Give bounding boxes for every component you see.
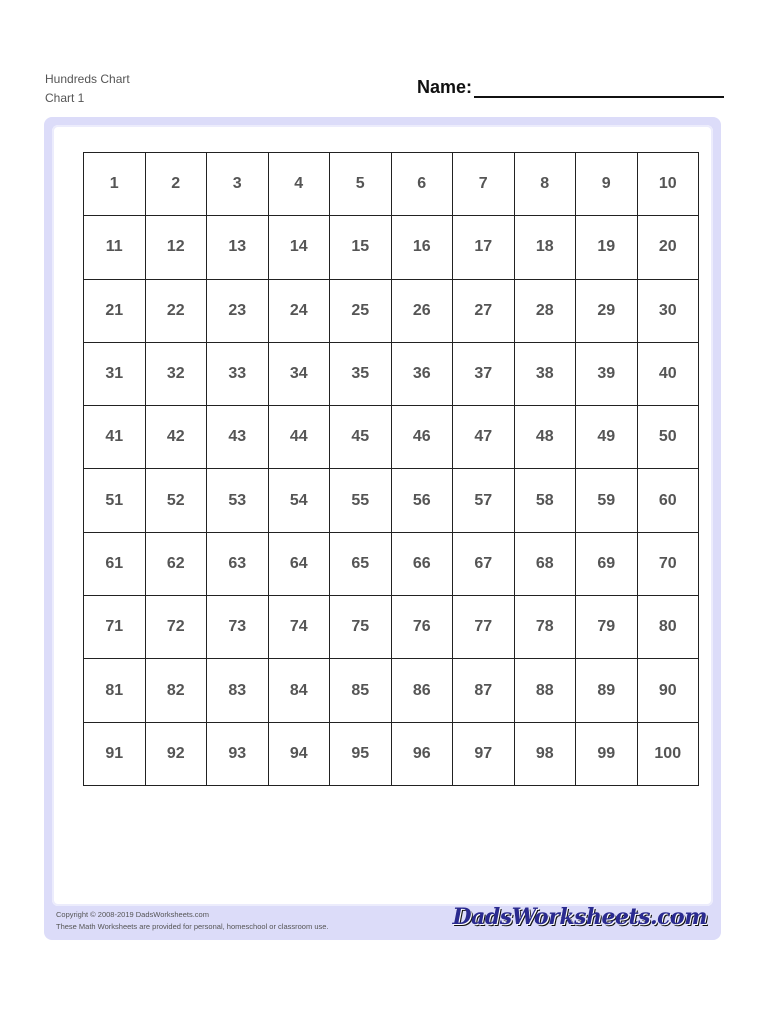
grid-cell: 63 — [207, 532, 269, 595]
grid-row — [84, 406, 699, 469]
worksheet-content-area — [52, 125, 713, 906]
grid-cell: 32 — [145, 342, 207, 405]
grid-cell: 2 — [145, 153, 207, 216]
grid-cell: 26 — [391, 279, 453, 342]
grid-cell: 55 — [330, 469, 392, 532]
grid-cell: 4 — [268, 153, 330, 216]
grid-cell: 83 — [207, 659, 269, 722]
grid-cell: 12 — [145, 216, 207, 279]
grid-row — [84, 596, 699, 659]
grid-cell: 76 — [391, 596, 453, 659]
grid-cell: 98 — [514, 722, 576, 785]
grid-cell: 11 — [84, 216, 146, 279]
grid-cell: 43 — [207, 406, 269, 469]
name-field — [417, 76, 724, 98]
grid-cell: 38 — [514, 342, 576, 405]
grid-cell: 59 — [576, 469, 638, 532]
grid-cell: 37 — [453, 342, 515, 405]
grid-cell: 15 — [330, 216, 392, 279]
grid-row — [84, 279, 699, 342]
grid-cell: 78 — [514, 596, 576, 659]
grid-cell: 53 — [207, 469, 269, 532]
grid-row — [84, 342, 699, 405]
grid-cell: 96 — [391, 722, 453, 785]
grid-cell: 87 — [453, 659, 515, 722]
grid-cell: 50 — [637, 406, 699, 469]
grid-cell: 1 — [84, 153, 146, 216]
grid-cell: 61 — [84, 532, 146, 595]
grid-cell: 45 — [330, 406, 392, 469]
grid-row — [84, 659, 699, 722]
grid-cell: 73 — [207, 596, 269, 659]
grid-cell: 25 — [330, 279, 392, 342]
grid-cell: 99 — [576, 722, 638, 785]
grid-cell: 80 — [637, 596, 699, 659]
grid-cell: 66 — [391, 532, 453, 595]
grid-cell: 39 — [576, 342, 638, 405]
grid-cell: 22 — [145, 279, 207, 342]
grid-cell: 31 — [84, 342, 146, 405]
grid-cell: 100 — [637, 722, 699, 785]
grid-row — [84, 469, 699, 532]
grid-cell: 41 — [84, 406, 146, 469]
name-blank-line — [474, 76, 724, 98]
grid-cell: 20 — [637, 216, 699, 279]
worksheet-title: Hundreds Chart — [45, 72, 130, 86]
grid-cell: 46 — [391, 406, 453, 469]
grid-cell: 58 — [514, 469, 576, 532]
grid-cell: 90 — [637, 659, 699, 722]
grid-cell: 18 — [514, 216, 576, 279]
grid-cell: 8 — [514, 153, 576, 216]
grid-cell: 30 — [637, 279, 699, 342]
dadsworksheets-logo: DadsWorksheets.com — [452, 904, 707, 930]
grid-cell: 54 — [268, 469, 330, 532]
grid-cell: 68 — [514, 532, 576, 595]
grid-cell: 16 — [391, 216, 453, 279]
grid-cell: 5 — [330, 153, 392, 216]
footer-text — [56, 909, 329, 933]
grid-cell: 14 — [268, 216, 330, 279]
grid-cell: 42 — [145, 406, 207, 469]
grid-cell: 3 — [207, 153, 269, 216]
grid-cell: 23 — [207, 279, 269, 342]
grid-cell: 33 — [207, 342, 269, 405]
grid-cell: 19 — [576, 216, 638, 279]
grid-cell: 88 — [514, 659, 576, 722]
worksheet-header — [45, 70, 130, 108]
grid-cell: 56 — [391, 469, 453, 532]
grid-cell: 94 — [268, 722, 330, 785]
grid-cell: 24 — [268, 279, 330, 342]
grid-cell: 91 — [84, 722, 146, 785]
copyright-text: Copyright © 2008-2019 DadsWorksheets.com — [56, 910, 209, 919]
grid-cell: 92 — [145, 722, 207, 785]
grid-cell: 35 — [330, 342, 392, 405]
grid-cell: 57 — [453, 469, 515, 532]
grid-cell: 85 — [330, 659, 392, 722]
grid-cell: 29 — [576, 279, 638, 342]
grid-cell: 27 — [453, 279, 515, 342]
grid-cell: 64 — [268, 532, 330, 595]
grid-cell: 82 — [145, 659, 207, 722]
grid-cell: 62 — [145, 532, 207, 595]
grid-cell: 44 — [268, 406, 330, 469]
grid-cell: 17 — [453, 216, 515, 279]
grid-cell: 93 — [207, 722, 269, 785]
grid-cell: 40 — [637, 342, 699, 405]
grid-cell: 6 — [391, 153, 453, 216]
grid-cell: 84 — [268, 659, 330, 722]
grid-cell: 97 — [453, 722, 515, 785]
grid-cell: 67 — [453, 532, 515, 595]
grid-cell: 89 — [576, 659, 638, 722]
usage-note: These Math Worksheets are provided for personal, homeschool or classroom use. — [56, 922, 329, 931]
grid-cell: 77 — [453, 596, 515, 659]
grid-cell: 28 — [514, 279, 576, 342]
grid-cell: 79 — [576, 596, 638, 659]
grid-cell: 65 — [330, 532, 392, 595]
grid-cell: 36 — [391, 342, 453, 405]
grid-cell: 60 — [637, 469, 699, 532]
grid-cell: 95 — [330, 722, 392, 785]
grid-cell: 48 — [514, 406, 576, 469]
grid-row — [84, 532, 699, 595]
grid-cell: 70 — [637, 532, 699, 595]
grid-cell: 7 — [453, 153, 515, 216]
grid-cell: 52 — [145, 469, 207, 532]
grid-row — [84, 216, 699, 279]
hundreds-chart-grid — [83, 152, 699, 786]
worksheet-subtitle: Chart 1 — [45, 91, 85, 105]
grid-row — [84, 722, 699, 785]
grid-cell: 51 — [84, 469, 146, 532]
grid-cell: 34 — [268, 342, 330, 405]
grid-cell: 9 — [576, 153, 638, 216]
grid-cell: 49 — [576, 406, 638, 469]
grid-cell: 81 — [84, 659, 146, 722]
grid-cell: 21 — [84, 279, 146, 342]
grid-cell: 86 — [391, 659, 453, 722]
grid-row — [84, 153, 699, 216]
grid-cell: 74 — [268, 596, 330, 659]
grid-cell: 69 — [576, 532, 638, 595]
grid-cell: 10 — [637, 153, 699, 216]
grid-cell: 47 — [453, 406, 515, 469]
grid-cell: 72 — [145, 596, 207, 659]
grid-cell: 75 — [330, 596, 392, 659]
grid-cell: 71 — [84, 596, 146, 659]
worksheet-frame — [44, 117, 721, 940]
grid-cell: 13 — [207, 216, 269, 279]
name-label: Name: — [417, 77, 473, 97]
